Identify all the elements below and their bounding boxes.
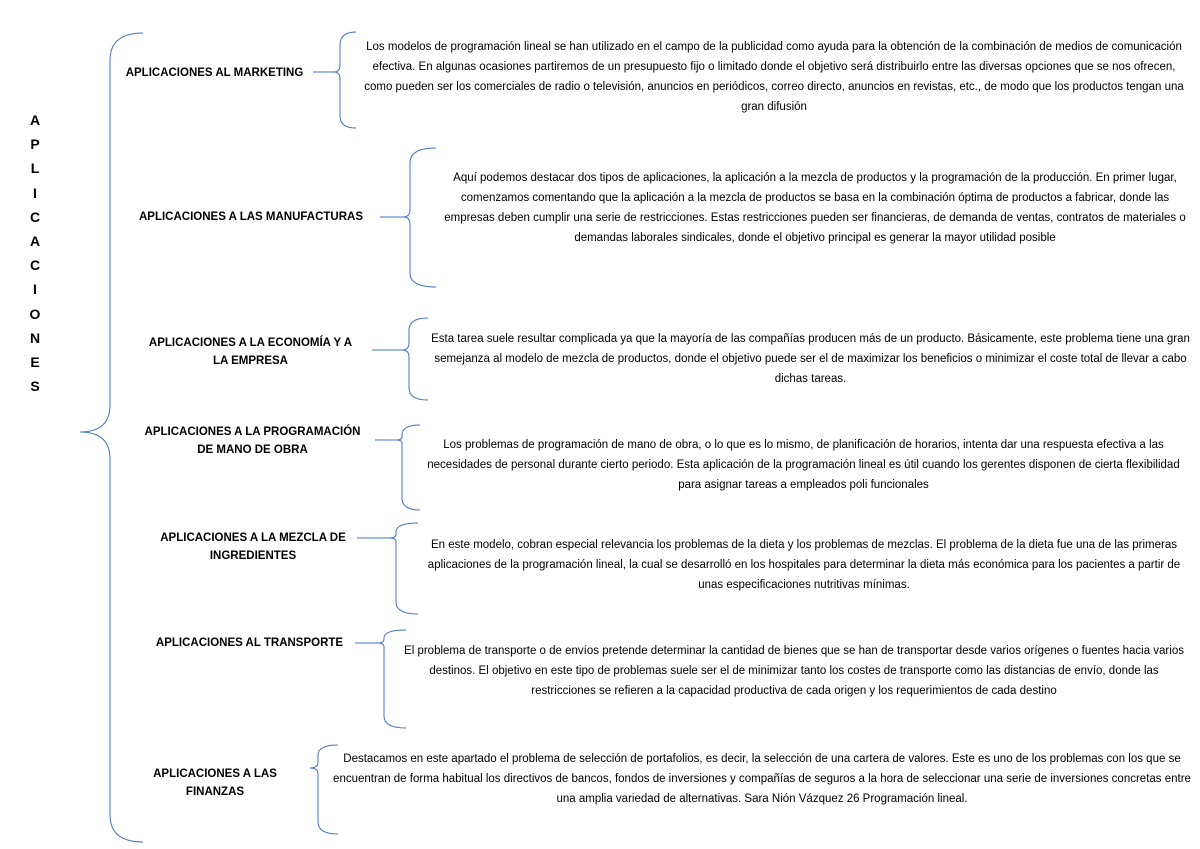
category-finanzas — [140, 765, 290, 801]
category-line: APLICACIONES A LAS — [153, 768, 277, 780]
title-letter: E — [30, 353, 40, 370]
description-economia-empresa: Esta tarea suele resultar complicada ya que la mayoría de las compañías producen más de un producto. Básicamente, este problema tiene una gran semejanza al modelo de mezcla de productos, donde el objetivo puede ser el de maximizar los beneficios o minimizar el coste total de llevar a cabo dichas tareas. — [431, 333, 1190, 385]
description-transporte: El problema de transporte o de envíos pretende determinar la cantidad de bienes que se han de transportar desde varios orígenes o fuentes hacia varios destinos. El objetivo en este tipo de problemas suele ser el de minimizar tanto los costes de transporte como las distancias de envío, donde las restricciones se refieren a la capacidad productiva de cada origen y los requerimientos de cada destino — [404, 645, 1184, 697]
title-letter: A — [29, 232, 41, 249]
item-brace — [390, 523, 418, 614]
title-letter: N — [29, 329, 41, 346]
title-letter: I — [33, 184, 37, 201]
title-letter: A — [29, 112, 41, 128]
description-mezcla-ingredientes: En este modelo, cobran especial relevancia los problemas de la dieta y los problemas de mezclas. El problema de la dieta fue una de las primeras aplicaciones de la programación lineal, la cual se desarrolló en los hospitales para determinar la dieta más económica para los pacientes a partir de unas especificaciones nutritivas mínimas. — [427, 539, 1181, 591]
description-marketing: Los modelos de programación lineal se han utilizado en el campo de la publicidad como ayuda para la obtención de la combinación de medios de comunicación efectiva. En algunas ocasiones partiremos de un presupuesto fijo o limitado donde el objetivo será distribuirlo entre las diversas opciones que se nos ofrecen, como pueden ser los comerciales de radio o televisión, anuncios en periódicos, correo directo, anuncios en revistas, etc., de modo que los productos tengan una gran difusión — [364, 41, 1184, 113]
category-manufacturas — [122, 208, 380, 226]
item-brace — [334, 32, 356, 128]
title-letter: C — [29, 208, 41, 225]
title-letter: P — [30, 136, 40, 153]
category-economia-empresa — [128, 334, 373, 370]
description-manufacturas: Aquí podemos destacar dos tipos de aplicaciones, la aplicación a la mezcla de productos y la programación de la producción. En primer lugar, comenzamos comentando que la aplicación a la mezcla de productos se basa en la combinación óptima de productos a fabricar, donde las empresas deben cumplir una serie de restricciones. Estas restricciones pueden ser financieras, de demanda de ventas, contratos de materiales o demandas laborales sindicales, donde el objetivo principal es generar la mayor utilidad posible — [444, 172, 1186, 244]
item-brace — [403, 148, 436, 287]
category-line: APLICACIONES A LA MEZCLA DE — [160, 532, 346, 544]
description-finanzas: Destacamos en este apartado el problema de selección de portafolios, es decir, la selección de una cartera de valores. Este es uno de los problemas con los que se encuentran de forma habitual los directivos de bancos, fondos de inversiones y compañías de seguros a la hora de seleccionar una serie de inversiones concretas entre una amplia variedad de alternativas. Sara Nión Vázquez 26 Programación lineal. — [333, 753, 1191, 805]
category-marketing — [112, 64, 317, 82]
category-line: APLICACIONES A LA ECONOMÍA Y A — [148, 337, 353, 349]
category-line: FINANZAS — [185, 786, 245, 798]
category-line: APLICACIONES AL TRANSPORTE — [155, 637, 344, 649]
category-mezcla-ingredientes — [143, 529, 363, 565]
title-letter: L — [30, 160, 40, 177]
category-transporte — [143, 634, 356, 652]
category-line: INGREDIENTES — [209, 550, 297, 562]
title-letter: C — [29, 257, 41, 274]
item-brace — [402, 318, 428, 400]
item-brace — [396, 425, 420, 510]
title-letter: O — [29, 305, 41, 322]
category-line: DE MANO DE OBRA — [197, 444, 308, 456]
title-letter: I — [33, 281, 37, 298]
title-letter: S — [30, 378, 40, 395]
category-line: LA EMPRESA — [213, 355, 288, 367]
category-line: APLICACIONES A LAS MANUFACTURAS — [138, 211, 364, 223]
category-line: APLICACIONES A LA PROGRAMACIÓN — [144, 426, 361, 438]
category-line: APLICACIONES AL MARKETING — [125, 67, 304, 79]
category-mano-de-obra — [125, 423, 380, 459]
description-mano-de-obra: Los problemas de programación de mano de obra, o lo que es lo mismo, de planificación de horarios, intenta dar una respuesta efectiva a las necesidades de personal durante cierto periodo. Esta aplicación de la programación lineal es útil cuando los gerentes disponen de cierta flexibilidad para asignar tareas a empleados poli funcionales — [427, 439, 1180, 491]
